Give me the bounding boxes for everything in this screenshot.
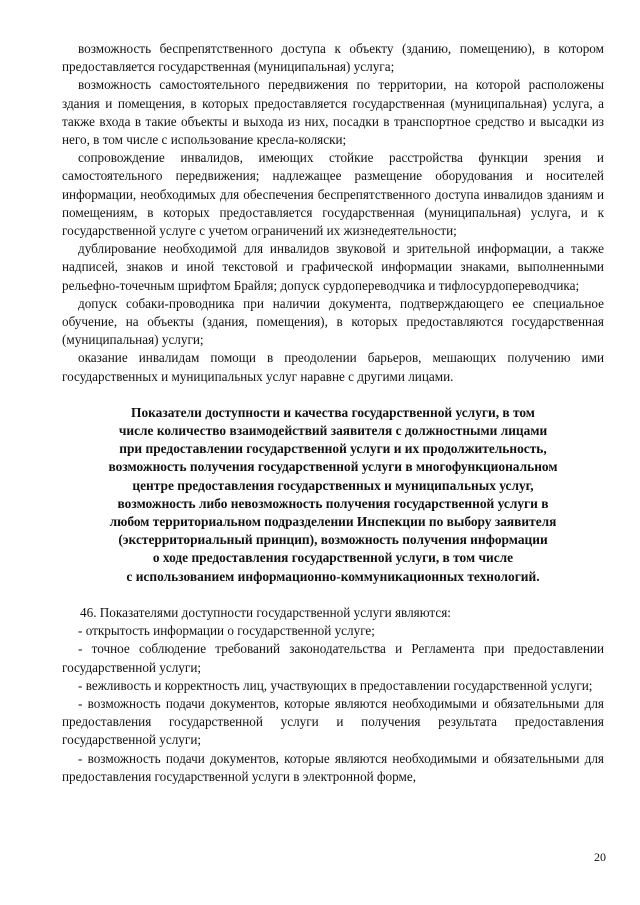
page-number: 20: [594, 850, 606, 864]
heading-line: с использованием информационно-коммуникационных технологий.: [126, 568, 540, 584]
paragraph-guide-dog: допуск собаки-проводника при наличии документа, подтверждающего ее специальное обучение, на объекты (здания, помещения), в которых предоставляются государственная (муниципальная) услуги;: [62, 295, 604, 348]
heading-line: о ходе предоставления государственной услуги, в том числе: [152, 550, 514, 566]
heading-line: центре предоставления государственных и муниципальных услуг,: [132, 477, 534, 493]
paragraph-movement-territory: возможность самостоятельного передвижения по территории, на которой расположены здания и помещения, в которых предоставляется государственная (муниципальная) услуга, а также входа в такие объекты и выхода из них, посадки в транспортное средство и высадки из него, в том числе с использование кресла-коляски;: [62, 77, 604, 148]
heading-line: возможность получения государственной услуги в многофункциональном: [108, 459, 558, 475]
paragraph-escort-disabled: сопровождение инвалидов, имеющих стойкие расстройства функции зрения и самостоятельного передвижения; надлежащее размещение оборудования и носителей информации, необходимых для обеспечения беспрепятственного доступа инвалидов зданиям и помещениям, в которых предоставляется государственная (муниципальная) услуга, и к государственной услуге с учетом ограничений их жизнедеятельности;: [62, 150, 604, 239]
list-item-submit-documents: - возможность подачи документов, которые являются необходимыми и обязательными для предоставления государственной услуги и получения результата предоставления государственной услуги;: [62, 695, 604, 748]
heading-line: числе количество взаимодействий заявителя с должностными лицами: [118, 423, 548, 439]
heading-line: при предоставлении государственной услуги и их продолжительность,: [119, 441, 547, 457]
heading-line: любом территориальном подразделении Инспекции по выбору заявителя: [109, 514, 557, 530]
list-item-submit-electronic: - возможность подачи документов, которые являются необходимыми и обязательными для предоставления государственной услуги в электронной форме,: [62, 750, 604, 784]
heading-line: (экстерриториальный принцип), возможность получения информации: [118, 532, 548, 548]
heading-line: возможность либо невозможность получения государственной услуги в: [117, 495, 549, 511]
list-item-politeness: - вежливость и корректность лиц, участвующих в предоставлении государственной услуги;: [78, 677, 593, 693]
paragraph-barrier-help: оказание инвалидам помощи в преодолении барьеров, мешающих получению ими государственных и муниципальных услуг наравне с другими лицами.: [62, 350, 604, 384]
list-item-compliance: - точное соблюдение требований законодательства и Регламента при предоставлении государственной услуги;: [62, 641, 604, 675]
paragraph-duplicate-info: дублирование необходимой для инвалидов звуковой и зрительной информации, а также надписей, знаков и иной текстовой и графической информации знаками, выполненными рельефно-точечным шрифтом Брайля; допуск сурдопереводчика и тифлосурдопереводчика;: [62, 241, 604, 293]
section-heading: [70, 404, 596, 586]
paragraph-46-intro: 46. Показателями доступности государственной услуги являются:: [80, 604, 451, 620]
document-page: [62, 40, 604, 786]
paragraph-access-object: возможность беспрепятственного доступа к объекту (зданию, помещению), в котором предоставляется государственная (муниципальная) услуга;: [62, 41, 604, 75]
list-item-openness: - открытость информации о государственной услуге;: [78, 623, 375, 639]
heading-line: Показатели доступности и качества государственной услуги, в том: [131, 404, 535, 420]
